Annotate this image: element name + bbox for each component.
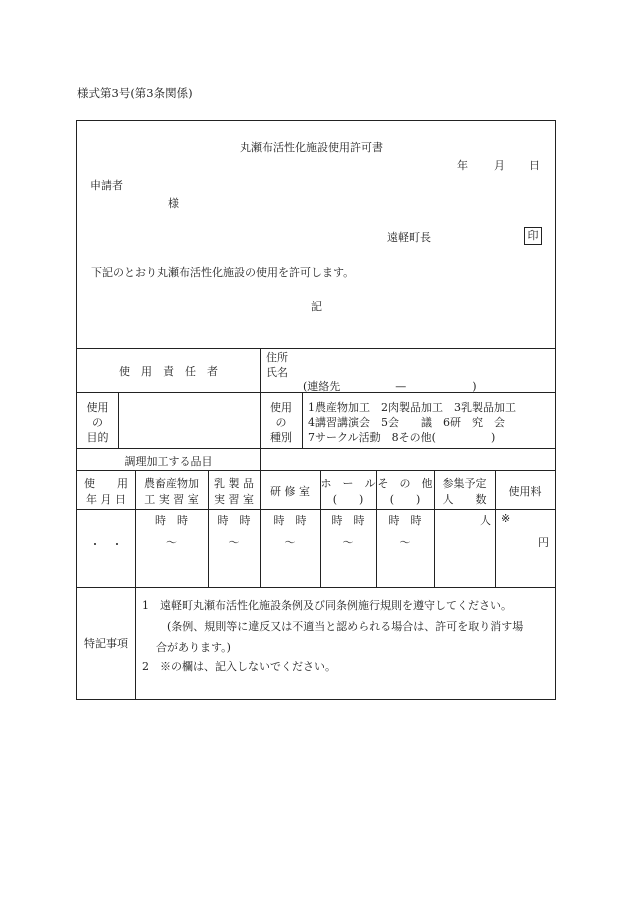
date-month: 月: [494, 159, 505, 172]
header-other-1: そ の 他: [377, 477, 433, 490]
divider: [302, 392, 303, 448]
yen-unit: 円: [538, 536, 549, 549]
note-line-1: 1 遠軽町丸瀬布活性化施設条例及び同条例施行規則を遵守してください。: [142, 599, 512, 612]
header-usage-date-1: 使 用: [84, 477, 128, 490]
divider: [118, 392, 119, 448]
header-agri-room-2: 工 実 習 室: [144, 493, 199, 506]
fee-mark: ※: [501, 512, 511, 525]
time-hall: 時 時: [331, 514, 365, 527]
type-options-2: 4講習講演会 5会 議 6研 究 会: [308, 416, 505, 429]
manager-name-label: 氏名: [266, 366, 288, 379]
tilde-training: 〜: [284, 536, 296, 549]
type-label-3: 種別: [270, 431, 292, 444]
header-hall-2: ( ): [332, 493, 364, 506]
divider: [260, 348, 261, 392]
tilde-agri: 〜: [166, 536, 177, 549]
persons-unit: 人: [480, 514, 491, 527]
header-usage-date-2: 年 月 日: [86, 493, 126, 506]
form-label: 様式第3号(第3条関係): [77, 86, 193, 100]
type-options-3: 7サークル活動 8その他( ): [308, 431, 496, 444]
notes-label: 特記事項: [84, 637, 128, 650]
divider: [135, 587, 136, 699]
permission-statement: 下記のとおり丸瀬布活性化施設の使用を許可します。: [91, 266, 355, 279]
applicant-label: 申請者: [90, 179, 123, 192]
type-options-1: 1農産物加工 2肉製品加工 3乳製品加工: [308, 401, 516, 414]
tilde-other: 〜: [399, 536, 411, 549]
form-title: 丸瀬布活性化施設使用許可書: [240, 141, 383, 154]
purpose-label-2: の: [92, 416, 103, 429]
header-fee: 使用料: [508, 485, 542, 498]
divider: [77, 348, 555, 349]
header-dairy-room-2: 実 習 室: [214, 493, 254, 506]
purpose-label-3: 目的: [86, 431, 109, 444]
divider: [77, 448, 555, 449]
tilde-hall: 〜: [342, 536, 354, 549]
note-line-3: 合があります。): [156, 641, 231, 654]
type-label-1: 使用: [270, 401, 292, 414]
purpose-label-1: 使用: [86, 401, 109, 414]
divider: [260, 448, 261, 470]
manager-address-label: 住所: [266, 351, 288, 364]
time-dairy: 時 時: [217, 514, 251, 527]
header-agri-room-1: 農畜産物加: [144, 477, 199, 490]
manager-contact: (連絡先 — ): [303, 380, 477, 393]
date-day: 日: [529, 159, 540, 172]
permit-form: [76, 120, 556, 700]
date-year: 年: [457, 159, 468, 172]
divider: [77, 470, 555, 471]
type-label-2: の: [275, 416, 287, 429]
header-attendees-2: 人 数: [442, 493, 487, 506]
divider: [77, 509, 555, 510]
processed-items-label: 調理加工する品目: [124, 455, 213, 468]
header-other-2: ( ): [389, 493, 421, 506]
header-hall-1: ホ ー ル: [320, 477, 376, 490]
date-dots: ・ ・: [89, 538, 123, 551]
ki-label: 記: [311, 300, 322, 313]
header-attendees-1: 参集予定: [442, 477, 487, 490]
header-training-room: 研 修 室: [270, 485, 310, 498]
note-line-4: 2 ※の欄は、記入しないでください。: [142, 660, 336, 673]
time-other: 時 時: [388, 514, 422, 527]
time-training: 時 時: [273, 514, 307, 527]
divider: [77, 587, 555, 588]
header-dairy-room-1: 乳 製 品: [214, 477, 254, 490]
tilde-dairy: 〜: [228, 536, 240, 549]
note-line-2: (条例、規則等に違反又は不適当と認められる場合は、許可を取り消す場: [167, 620, 524, 633]
manager-label: 使 用 責 任 者: [119, 365, 218, 378]
mayor-label: 遠軽町長: [387, 231, 431, 244]
seal-mark: 印: [524, 227, 542, 245]
time-agri: 時 時: [155, 514, 188, 527]
honorific: 様: [168, 197, 179, 210]
